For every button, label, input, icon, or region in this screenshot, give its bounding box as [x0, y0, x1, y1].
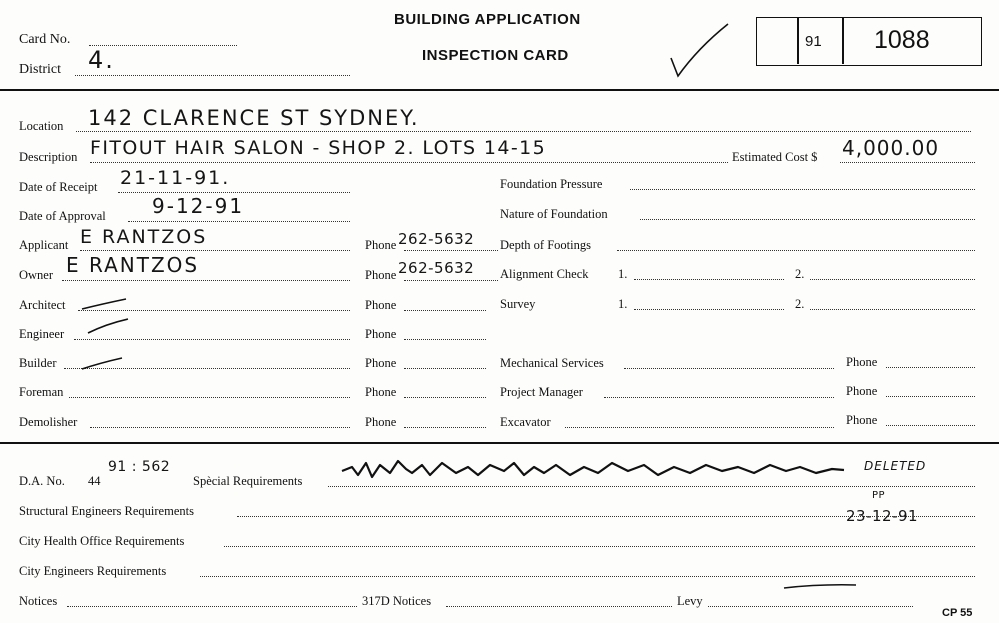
builder-phone-label: Phone — [365, 356, 397, 370]
foundation-pressure-label: Foundation Pressure — [500, 177, 603, 191]
demolisher-phone-field[interactable] — [404, 427, 486, 428]
description-value: FITOUT HAIR SALON - SHOP 2. LOTS 14-15 — [90, 137, 547, 159]
architect-dash-mark — [80, 296, 130, 312]
location-value: 142 CLARENCE ST SYDNEY. — [88, 106, 420, 130]
main-divider — [0, 442, 999, 444]
initials: PP — [872, 490, 886, 501]
district-label: District — [19, 62, 61, 77]
demolisher-field[interactable] — [90, 427, 350, 428]
estimated-cost-label: Estimated Cost $ — [732, 150, 818, 164]
description-field[interactable] — [90, 162, 728, 163]
engineer-phone-field[interactable] — [404, 339, 486, 340]
approval-date: 23-12-91 — [846, 507, 919, 525]
district-field[interactable] — [75, 75, 350, 76]
date-of-approval-value: 9-12-91 — [152, 194, 245, 218]
district-value: 4. — [88, 46, 115, 74]
da-number-value: 91 : 562 — [108, 459, 171, 475]
card-year: 91 — [805, 33, 822, 50]
foreman-phone-field[interactable] — [404, 397, 486, 398]
da-prefix: 44 — [88, 474, 101, 488]
excavator-label: Excavator — [500, 415, 551, 429]
estimated-cost-field[interactable] — [840, 162, 975, 163]
title-line-1: BUILDING APPLICATION — [394, 11, 581, 28]
card-no-label: Card No. — [19, 32, 71, 47]
owner-value: E RANTZOS — [66, 253, 200, 277]
foreman-phone-label: Phone — [365, 385, 397, 399]
notices-field[interactable] — [67, 606, 357, 607]
applicant-phone-field[interactable] — [404, 250, 498, 251]
levy-label: Levy — [677, 594, 703, 608]
date-of-approval-label: Date of Approval — [19, 209, 106, 223]
builder-dash-mark — [80, 356, 126, 372]
notices-label: Notices — [19, 594, 58, 608]
owner-phone-label: Phone — [365, 268, 397, 282]
nature-of-foundation-field[interactable] — [640, 219, 975, 220]
architect-label: Architect — [19, 298, 66, 312]
owner-phone-value: 262-5632 — [398, 259, 475, 277]
alignment-check-1-field[interactable] — [634, 279, 784, 280]
applicant-value: E RANTZOS — [80, 226, 208, 248]
engineer-label: Engineer — [19, 327, 65, 341]
city-engineers-label: City Engineers Requirements — [19, 564, 167, 578]
alignment-check-label: Alignment Check — [500, 267, 589, 281]
notices-317d-label: 317D Notices — [362, 594, 432, 608]
structural-engineers-field[interactable] — [237, 516, 975, 517]
architect-phone-field[interactable] — [404, 310, 486, 311]
alignment-check-1-label: 1. — [618, 267, 628, 281]
excavator-phone-field[interactable] — [886, 425, 975, 426]
title-line-2: INSPECTION CARD — [422, 47, 569, 64]
applicant-label: Applicant — [19, 238, 69, 252]
special-requirements-label: Spècial Requirements — [193, 474, 303, 488]
foundation-pressure-field[interactable] — [630, 189, 975, 190]
builder-label: Builder — [19, 356, 57, 370]
form-code: CP 55 — [942, 607, 973, 619]
applicant-phone-value: 262-5632 — [398, 230, 475, 248]
nature-of-foundation-label: Nature of Foundation — [500, 207, 608, 221]
city-engineers-field[interactable] — [200, 576, 975, 577]
mechanical-services-label: Mechanical Services — [500, 356, 604, 370]
applicant-field[interactable] — [80, 250, 350, 251]
engineer-phone-label: Phone — [365, 327, 397, 341]
foreman-label: Foreman — [19, 385, 64, 399]
owner-label: Owner — [19, 268, 54, 282]
project-manager-phone-field[interactable] — [886, 396, 975, 397]
date-of-receipt-field[interactable] — [118, 192, 350, 193]
alignment-check-2-field[interactable] — [810, 279, 975, 280]
survey-2-label: 2. — [795, 297, 805, 311]
card-number: 1088 — [874, 26, 930, 54]
alignment-check-2-label: 2. — [795, 267, 805, 281]
notices-317d-field[interactable] — [446, 606, 672, 607]
survey-1-label: 1. — [618, 297, 628, 311]
location-field[interactable] — [76, 131, 971, 132]
project-manager-phone-label: Phone — [846, 384, 878, 398]
project-manager-label: Project Manager — [500, 385, 583, 399]
levy-stroke-mark — [782, 582, 858, 590]
architect-phone-label: Phone — [365, 298, 397, 312]
depth-of-footings-field[interactable] — [617, 250, 975, 251]
applicant-phone-label: Phone — [365, 238, 397, 252]
check-mark-icon — [668, 20, 730, 80]
builder-phone-field[interactable] — [404, 368, 486, 369]
da-no-label: D.A. No. — [19, 474, 65, 488]
location-label: Location — [19, 119, 64, 133]
mechanical-services-phone-label: Phone — [846, 355, 878, 369]
survey-1-field[interactable] — [634, 309, 784, 310]
estimated-cost-value: 4,000.00 — [842, 136, 940, 160]
survey-label: Survey — [500, 297, 536, 311]
city-health-label: City Health Office Requirements — [19, 534, 185, 548]
demolisher-label: Demolisher — [19, 415, 78, 429]
demolisher-phone-label: Phone — [365, 415, 397, 429]
header-divider — [0, 89, 999, 91]
date-of-receipt-label: Date of Receipt — [19, 180, 98, 194]
city-health-field[interactable] — [224, 546, 975, 547]
description-label: Description — [19, 150, 78, 164]
engineer-dash-mark — [86, 316, 132, 336]
survey-2-field[interactable] — [810, 309, 975, 310]
owner-field[interactable] — [62, 280, 350, 281]
structural-engineers-label: Structural Engineers Requirements — [19, 504, 194, 518]
date-of-approval-field[interactable] — [128, 221, 350, 222]
project-manager-field[interactable] — [604, 397, 834, 398]
excavator-field[interactable] — [565, 427, 834, 428]
depth-of-footings-label: Depth of Footings — [500, 238, 591, 252]
engineer-field[interactable] — [74, 339, 350, 340]
special-requirements-scribble — [338, 455, 848, 489]
foreman-field[interactable] — [69, 397, 350, 398]
mechanical-services-field[interactable] — [624, 368, 834, 369]
date-of-receipt-value: 21-11-91. — [120, 167, 231, 189]
owner-phone-field[interactable] — [404, 280, 498, 281]
excavator-phone-label: Phone — [846, 413, 878, 427]
card-number-box — [756, 17, 982, 66]
levy-field[interactable] — [708, 606, 913, 607]
mechanical-services-phone-field[interactable] — [886, 367, 975, 368]
special-note: DELETED — [864, 459, 927, 473]
